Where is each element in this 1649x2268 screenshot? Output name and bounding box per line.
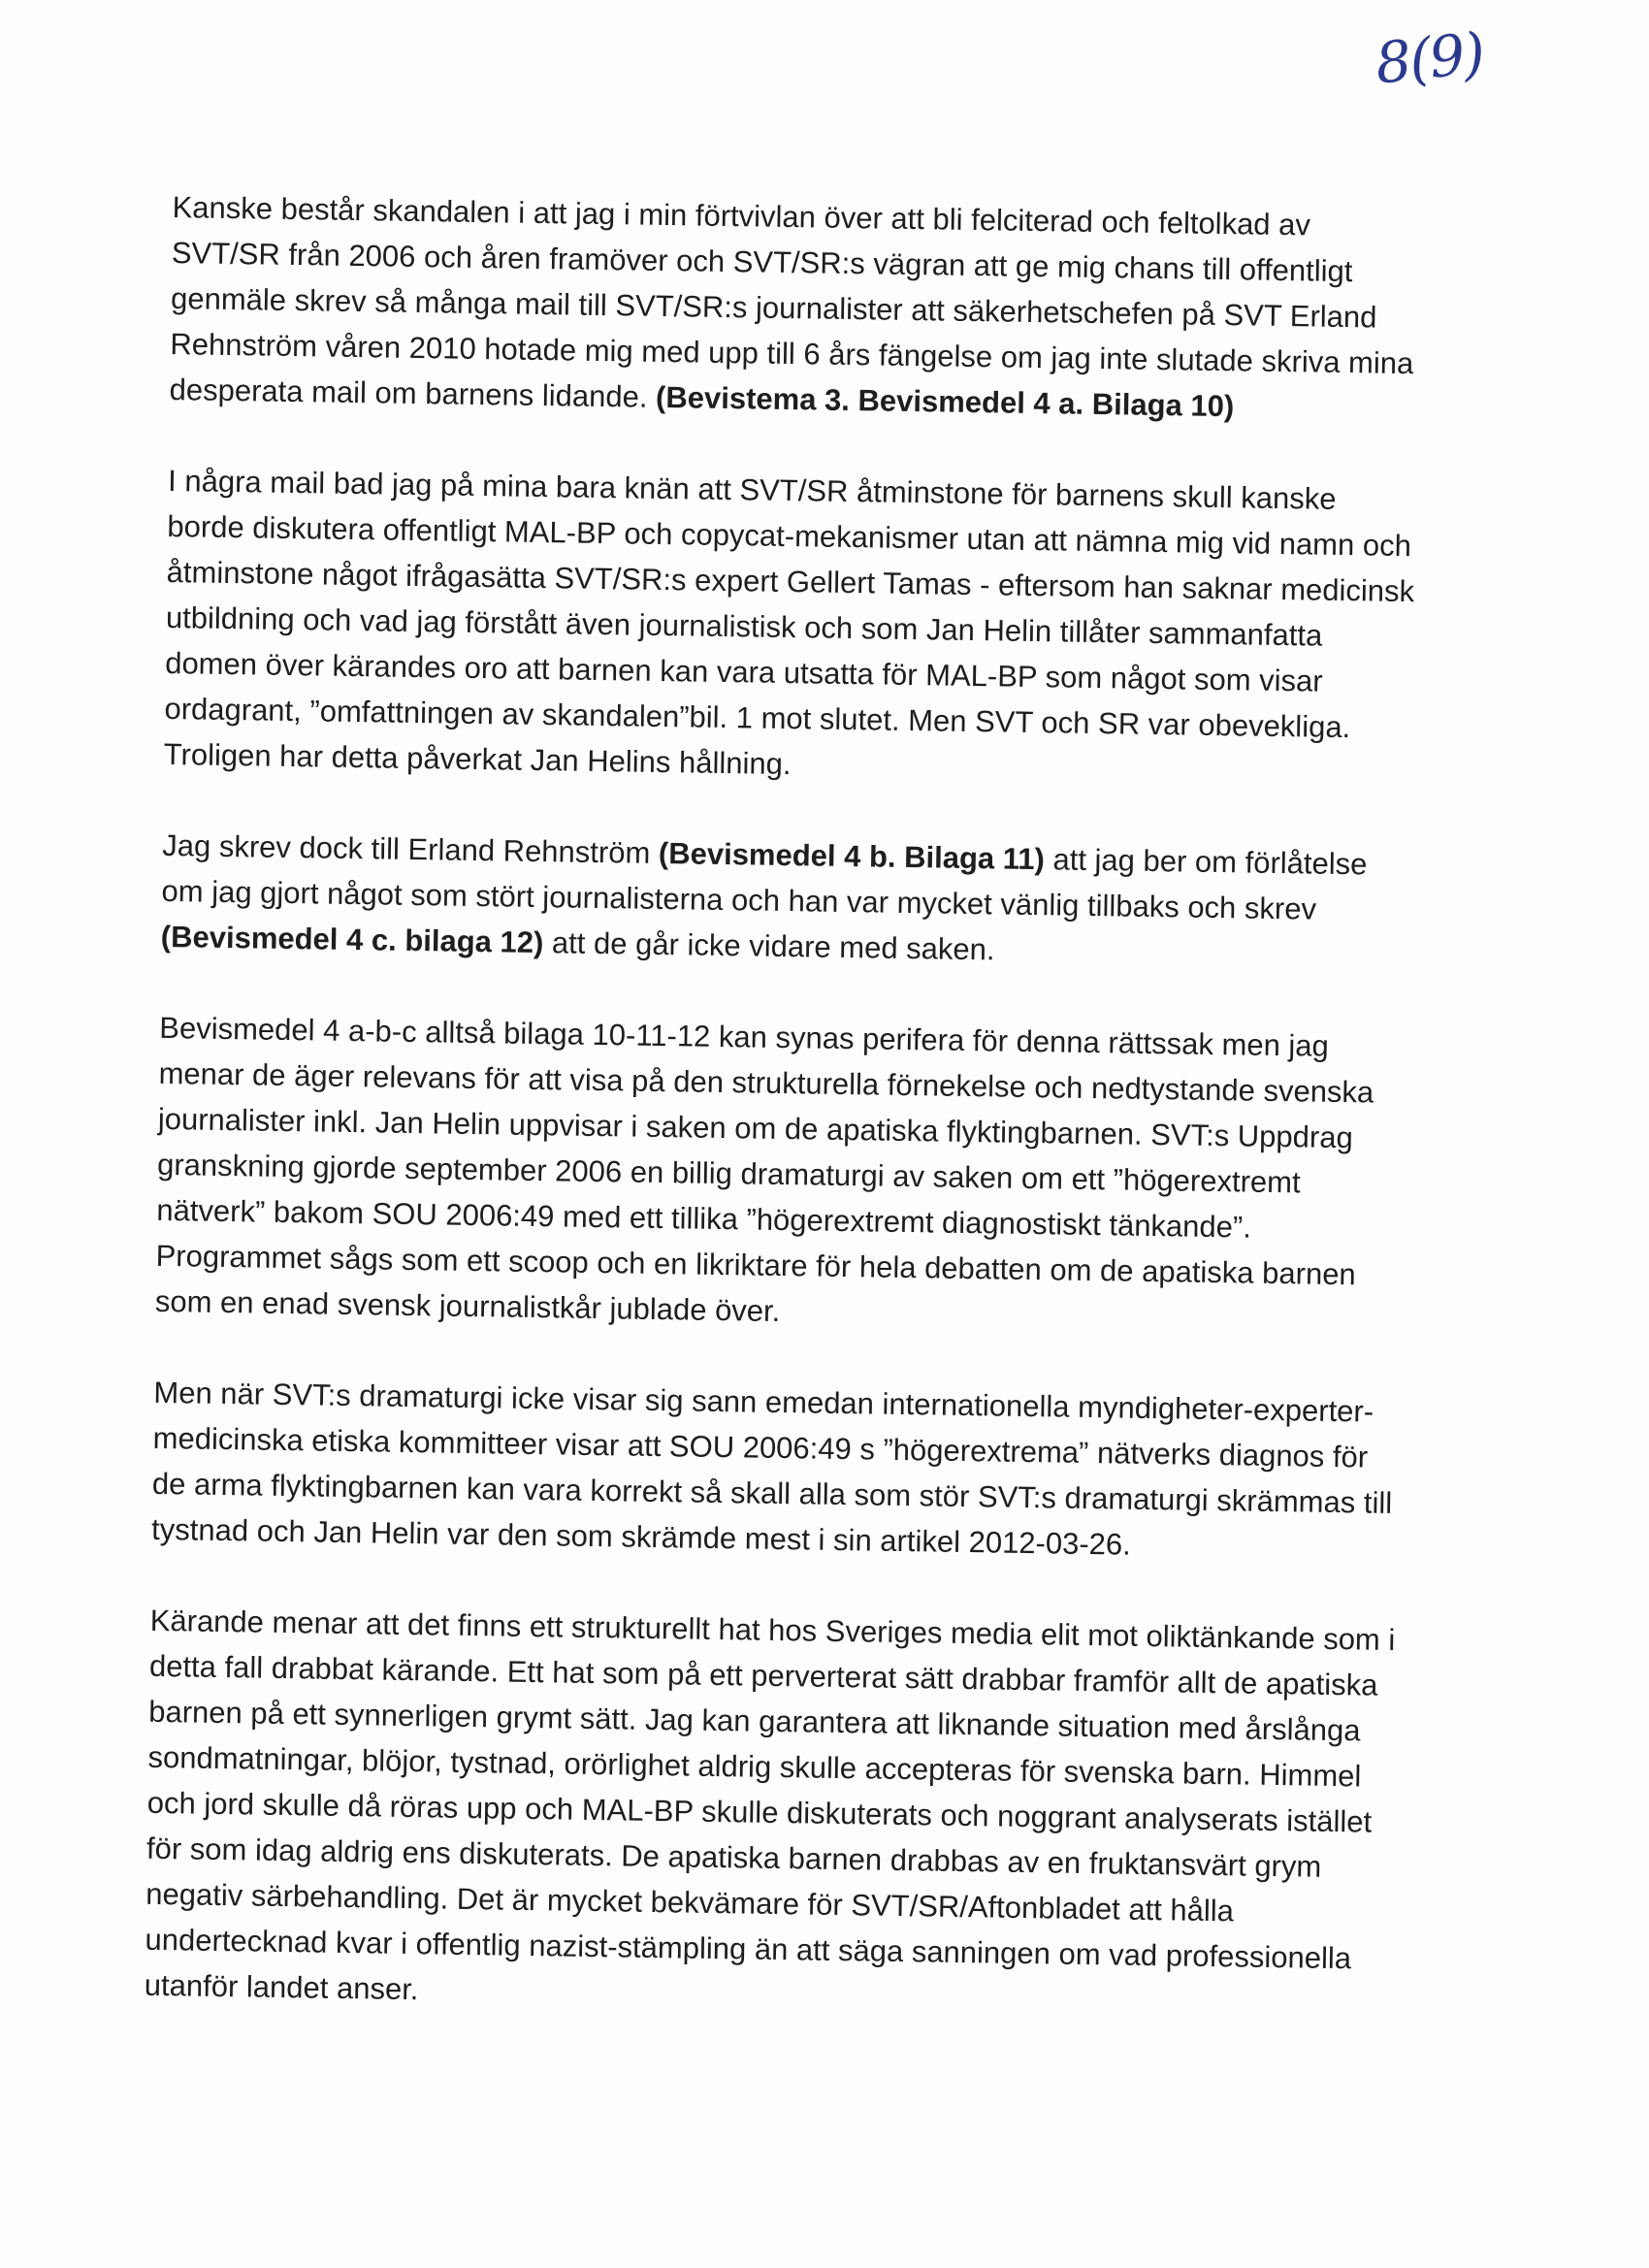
paragraph-text: Kanske består skandalen i att jag i min förtvivlan över att bli felciterad och feltolkad av SVT/SR från 2006 och åren framöver och SVT/SR:s vägran att ge mig chans till offentligt genmäle skrev så många mail till SVT/SR:s journalister att säkerhetschefen på SVT Erland Rehnström våren 2010 hotade mig med upp till 6 års fängelse om jag inte slutade skriva mina desperata mail om barnens lidande.: [169, 189, 1414, 414]
paragraph-text: Jag skrev dock till Erland Rehnström: [162, 827, 660, 870]
paragraph-1: [169, 184, 1424, 432]
paragraph-6: [144, 1598, 1401, 2027]
handwritten-page-number: 8(9): [1372, 19, 1487, 97]
paragraph-text: att jag ber om förlåtelse om jag gjort något som stört journalisterna och han var mycket vänlig tillbaks och skrev: [161, 842, 1368, 926]
paragraph-text: Men när SVT:s dramaturgi icke visar sig sann emedan internationella myndigheter-experter-medicinska etiska kommitteer visar att SOU 2006:49 s ”högerextrema” nätverks diagnos för de arma flyktingbarnen kan vara korrekt så skall alla som stör SVT:s dramaturgi skrämmas till tystnad och Jan Helin var den som skrämde mest i sin artikel 2012-03-26.: [150, 1375, 1393, 1562]
paragraph-text: Bevismedel 4 a-b-c alltså bilaga 10-11-12 kan synas perifera för denna rättssak men jag menar de äger relevans för att visa på den strukturella förnekelse och nedtystande svenska journalister inkl. Jan Helin uppvisar i saken om de apatiska flyktingbarnen. SVT:s Uppdrag granskning gjorde september 2006 en billig dramaturgi av saken om ett ”högerextremt nätverk” bakom SOU 2006:49 med ett tillika ”högerextremt diagnostiskt tänkande”. Programmet sågs som ett scoop och en likriktare för hela debatten om de apatiska barnen som en enad svensk journalistkår jublade över.: [154, 1010, 1374, 1328]
paragraph-5: [151, 1370, 1406, 1571]
paragraph-3: [160, 823, 1413, 979]
paragraph-text: I några mail bad jag på mina bara knän att SVT/SR åtminstone för barnens skull kanske borde diskutera offentligt MAL-BP och copycat-mekanismer utan att nämna mig vid namn och åtminstone något ifrågasätta SVT/SR:s expert Gellert Tamas - eftersom han saknar medicinsk utbildning och vad jag förstått även journalistisk och som Jan Helin tillåter sammanfatta domen över kärandes oro att barnen kan vara utsatta för MAL-BP som något som visar ordagrant, ”omfattningen av skandalen”bil. 1 mot slutet. Men SVT och SR var obevekliga. Troligen har detta påverkat Jan Helins hållning.: [163, 463, 1415, 782]
paragraph-4: [155, 1005, 1411, 1344]
evidence-reference: (Bevistema 3. Bevismedel 4 a. Bilaga 10): [655, 379, 1235, 424]
paragraph-text: Kärande menar att det finns ett strukturellt hat hos Sveriges media elit mot oliktänkande som i detta fall drabbat kärande. Ett hat som på ett perverterat sätt drabbar framför allt de apatiska barnen på ett synnerligen grymt sätt. Jag kan garantera att liknande situation med årslånga sondmatningar, blöjor, tystnad, orörlighet aldrig skulle accepteras för svenska barn. Himmel och jord skulle då röras upp och MAL-BP skulle diskuterats och noggrant analyserats istället för som idag aldrig ens diskuterats. De apatiska barnen drabbas av en fruktansvärt grym negativ särbehandling. Det är mycket bekvämare för SVT/SR/Aftonbladet att hålla undertecknad kvar i offentlig nazist-stämpling än att säga sanningen om vad professionella utanför landet anser.: [144, 1603, 1396, 2007]
evidence-reference: (Bevismedel 4 b. Bilaga 11): [658, 835, 1046, 877]
document-body: [144, 184, 1424, 2073]
paragraph-text: att de går icke vidare med saken.: [543, 925, 995, 967]
paragraph-2: [163, 458, 1419, 796]
evidence-reference: (Bevismedel 4 c. bilaga 12): [160, 919, 544, 960]
